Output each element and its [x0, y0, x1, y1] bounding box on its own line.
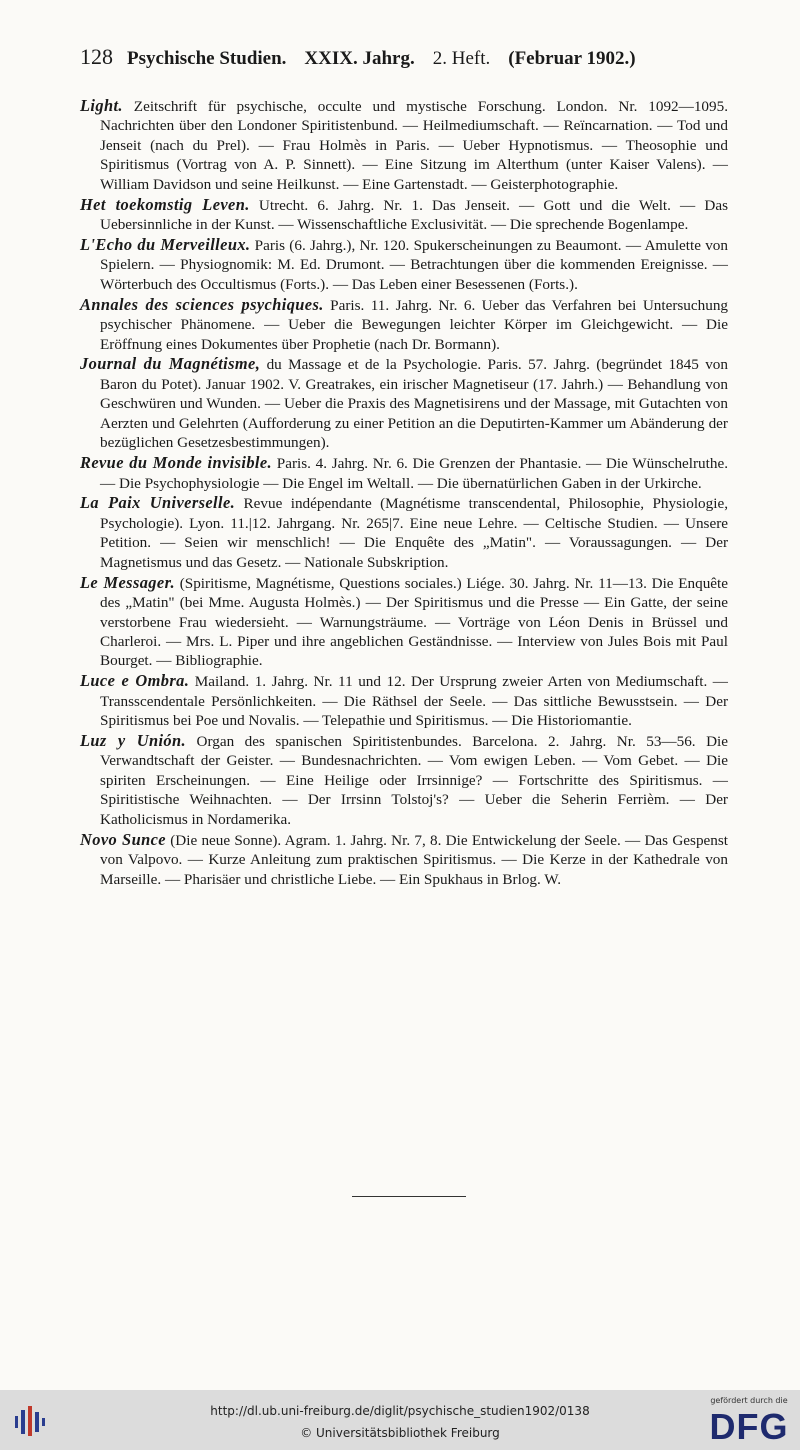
list-item — [80, 235, 728, 294]
entry-title: Luz y Unión. — [80, 731, 187, 751]
entry-title: Journal du Magnétisme, — [80, 354, 261, 374]
page-url[interactable]: http://dl.ub.uni-freiburg.de/diglit/psychische_studien1902/0138 — [210, 1404, 590, 1418]
entry-title: L'Echo du Merveilleux. — [80, 234, 251, 254]
list-item — [80, 96, 728, 194]
sponsor-caption: gefördert durch die — [710, 1396, 788, 1405]
volume: XXIX. Jahrg. — [304, 48, 415, 69]
list-item — [80, 453, 728, 493]
entry-text: (Die neue Sonne). Agram. 1. Jahrg. Nr. 7, 8. Die Entwickelung der Seele. — Das Gespenst von Valpovo. — Kurze Anleitung zum praktischen Spiritismus. — Die Kerze in der Kathedrale von Marseille. — Pharisäer und christliche Liebe. — Ein Spukhaus in Brlog. W. — [100, 831, 728, 888]
entry-text: du Massage et de la Psychologie. Paris. 57. Jahrg. (begründet 1845 von Baron du Potet). Januar 1902. V. Greatrakes, ein irischer Magnetiseur (17. Jahrh.) — Behandlung von Geschwüren und Wunden. — Ueber die Praxis des Magnetisirens und der Massage, mit Gutachten von Aerzten und Gelehrten (Aufforderung zu einer Petition an die Deputirten-Kammer um Abänderung der bezüglichen Gesetzesbestimmungen). — [100, 356, 728, 452]
entry-title: Le Messager. — [80, 572, 175, 592]
entry-text: Mailand. 1. Jahrg. Nr. 11 und 12. Der Ursprung zweier Arten von Mediumschaft. — Transscendentale Persönlichkeiten. — Die Räthsel der Seele. — Das sittliche Bewusstsein. — Der Spiritismus bei Poe und Novalis. — Telepathie und Spiritismus. — Die Historiomantie. — [100, 673, 728, 730]
journal-title: Psychische Studien. — [127, 48, 287, 69]
entry-title: Annales des sciences psychiques. — [80, 294, 324, 314]
section-divider — [352, 1196, 466, 1197]
entry-text: Paris (6. Jahrg.), Nr. 120. Spukerscheinungen zu Beaumont. — Amulette von Spielern. — Physiognomik: M. Ed. Drumont. — Betrachtungen über die kommenden Ereignisse. — Wörterbuch des Occultismus (Forts.). — Das Leben einer Besessenen (Forts.). — [100, 236, 728, 293]
list-item — [80, 830, 728, 889]
entry-text: Organ des spanischen Spiritistenbundes. Barcelona. 2. Jahrg. Nr. 53—56. Die Verwandtschaft der Geister. — Bundesnachrichten. — Vom ewigen Leben. — Vom Gebet. — Die spiriten Erscheinungen. — Eine Heilige oder Irrsinnige? — Fortschritte des Spiritismus. — Spiritistische Weihnachten. — Der Irrsinn Tolstoj's? — Ueber die Seherin Ferrièm. — Der Katholicismus in Nordamerika. — [100, 733, 728, 828]
list-item — [80, 573, 728, 671]
entry-text: Paris. 11. Jahrg. Nr. 6. Ueber das Verfahren bei Untersuchung psychischer Phänomene. — Ueber die Bewegungen leichter Körper im Gleichgewicht. — Die Eröffnung eines Dokumentes über Prophetie (nach Dr. Bormann). — [100, 296, 729, 353]
running-header — [80, 44, 720, 70]
entry-text: Paris. 4. Jahrg. Nr. 6. Die Grenzen der Phantasie. — Die Wünschelruthe. — Die Psychophysiologie — Die Engel im Weltall. — Die übernatürlichen Gaben in der Urkirche. — [100, 455, 728, 492]
entry-title: La Paix Universelle. — [80, 493, 236, 513]
copyright-notice: © Universitätsbibliothek Freiburg — [300, 1426, 500, 1440]
entry-text: Zeitschrift für psychische, occulte und mystische Forschung. London. Nr. 1092—1095. Nachrichten über den Londoner Spiritistenbund. — Heilmediumschaft. — Reïncarnation. — Tod und Jenseit (nach du Prel). — Frau Holmès in Paris. — Ueber Hypnotismus. — Theosophie und Spiritismus (Vortrag von A. P. Sinnett). — Eine Sitzung im Alterthum (unter Kaiser Valens). — William Davidson und seine Heilkunst. — Eine Gartenstadt. — Geisterphotographie. — [100, 98, 728, 193]
entries-list — [80, 96, 728, 889]
list-item — [80, 295, 728, 354]
list-item — [80, 195, 728, 235]
list-item — [80, 354, 728, 452]
issue-date: (Februar 1902.) — [508, 48, 636, 69]
dfg-logo-text: DFG — [709, 1406, 789, 1447]
entry-title: Light. — [80, 96, 123, 115]
page-number: 128 — [80, 44, 113, 69]
entry-title: Novo Sunce — [80, 829, 166, 849]
issue: 2. Heft. — [432, 48, 491, 69]
entry-text: Utrecht. 6. Jahrg. Nr. 1. Das Jenseit. — Gott und die Welt. — Das Uebersinnliche in der Kunst. — Wissenschaftliche Exclusivität. — Die sprechende Bogenlampe. — [100, 196, 728, 234]
list-item — [80, 493, 728, 572]
entry-text: Revue indépendante (Magnétisme transcendental, Philosophie, Physiologie, Psychologie). Lyon. 11.|12. Jahrgang. Nr. 265|7. Eine neue Lehre. — Celtische Studien. — Unsere Petition. — Seien wir menschlich! — Die Enquête des „Matin". — Voraussagungen. — Der Magnetismus und das Gesetz. — Nationale Subskription. — [100, 495, 728, 571]
dfg-logo[interactable] — [704, 1392, 794, 1448]
list-item — [80, 731, 728, 829]
viewer-footer — [0, 1390, 800, 1450]
entry-title: Revue du Monde invisible. — [80, 453, 273, 473]
entry-text: (Spiritisme, Magnétisme, Questions sociales.) Liége. 30. Jahrg. Nr. 11—13. Die Enquête des „Matin" (bei Mme. Augusta Holmès.) — Der Spiritismus und die Presse — Ein Gatte, der seine verstorbene Frau wiedersieht. — Warnungsträume. — Vorträge von Léon Denis in Brüssel und Charleroi. — Mrs. L. Piper und ihre angeblichen Geständnisse. — Interview von Jules Bois mit Paul Bourget. — Bibliographie. — [100, 574, 729, 670]
list-item — [80, 671, 728, 730]
entry-title: Luce e Ombra. — [80, 671, 190, 691]
entry-title: Het toekomstig Leven. — [80, 194, 250, 214]
